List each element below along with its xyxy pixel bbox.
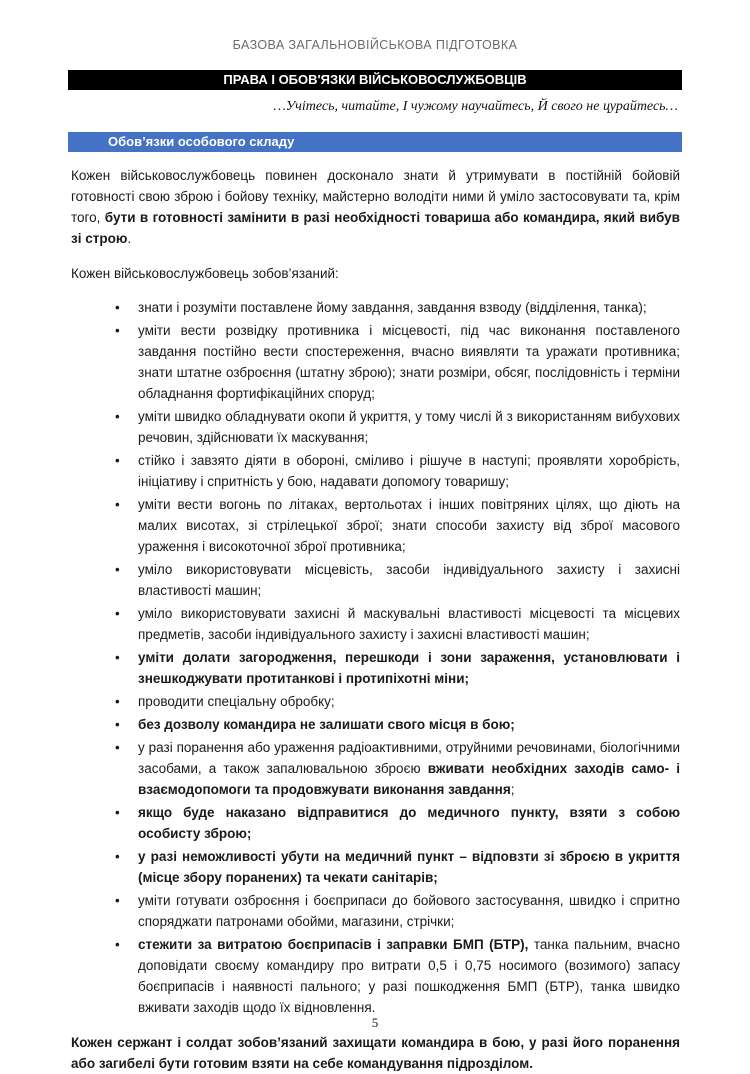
bullet-icon: • xyxy=(115,805,120,820)
duties-list xyxy=(71,297,680,1018)
duty-text: уміти вести розвідку противника і місцевості, під час виконання поставленого завдання постійно вести спостереження, вчасно виявляти та уражати противника; знати штатне озброєння (штатну зброю); знати розміри, обсяг, послідовність і терміни обладнання фортифікаційних споруд; xyxy=(138,323,680,401)
duty-list-item xyxy=(115,494,680,557)
final-paragraph: Кожен сержант і солдат зобов’язаний захищати командира в бою, у разі його поранення або загибелі бути готовим взяти на себе командування підрозділом. xyxy=(71,1035,680,1071)
section-heading-bar xyxy=(68,132,682,152)
duties-lead-paragraph: Кожен військовослужбовець зобов’язаний: xyxy=(71,266,339,281)
bullet-icon: • xyxy=(115,893,120,908)
duty-text: у разі поранення або ураження радіоактивними, отруйними речовинами, біологічними засобами, а також запалювальною зброєю xyxy=(138,740,680,776)
duty-list-item xyxy=(115,559,680,601)
bullet-icon: • xyxy=(115,650,120,665)
duty-bold-text: без дозволу командира не залишати свого місця в бою; xyxy=(138,717,515,732)
duty-list-item xyxy=(115,890,680,932)
page-body xyxy=(71,165,680,1074)
page-number: 5 xyxy=(371,1015,379,1030)
duty-list-item xyxy=(115,647,680,689)
bullet-icon: • xyxy=(115,717,120,732)
intro-bold-text: бути в готовності замінити в разі необхідності товариша або командира, який вибув зі строю xyxy=(71,210,680,246)
duty-text: ; xyxy=(510,782,515,797)
bullet-icon: • xyxy=(115,606,120,621)
bullet-icon: • xyxy=(115,497,120,512)
bullet-icon: • xyxy=(115,323,120,338)
duty-list-item xyxy=(115,603,680,645)
duty-text: уміти готувати озброєння і боєприпаси до бойового застосування, швидко і спритно споряджати патронами обойми, магазини, стрічки; xyxy=(138,893,680,929)
bullet-icon: • xyxy=(115,409,120,424)
duty-bold-text: стежити за витратою боєприпасів і заправки БМП (БТР), xyxy=(138,937,529,952)
duty-bold-text: вживати необхідних заходів само- і взаємодопомоги та продовжувати виконання завдання xyxy=(138,761,680,797)
bullet-icon: • xyxy=(115,694,120,709)
duty-list-item xyxy=(115,320,680,404)
duty-text: уміло використовувати захисні й маскувальні властивості місцевості та місцевих предметів, засоби індивідуального захисту і захисні властивості машин; xyxy=(138,606,680,642)
duty-bold-text: якщо буде наказано відправитися до медичного пункту, взяти з собою особисту зброю; xyxy=(138,805,680,841)
bullet-icon: • xyxy=(115,453,120,468)
intro-text: Кожен військовослужбовець повинен досконало знати й утримувати в постійній бойовій готовності свою зброю і бойову техніку, майстерно володіти ними й уміло застосовувати та, крім того, xyxy=(71,168,680,225)
duty-text: проводити спеціальну обробку; xyxy=(138,694,335,709)
duty-list-item xyxy=(115,934,680,1018)
duty-text: уміти вести вогонь по літаках, вертольотах і інших повітряних цілях, що діють на малих висотах, зі стрілецької зброї; знати способи захисту від зброї масового ураження і високоточної зброї противника; xyxy=(138,497,680,554)
bullet-icon: • xyxy=(115,562,120,577)
intro-tail: . xyxy=(127,231,132,246)
duty-bold-text: у разі неможливості убути на медичний пункт – відповзти зі зброєю в укриття (місце збору поранених) та чекати санітарів; xyxy=(138,849,680,885)
duty-list-item xyxy=(115,691,680,712)
duty-list-item xyxy=(115,714,680,735)
duty-text: знати і розуміти поставлене йому завдання, завдання взводу (відділення, танка); xyxy=(138,300,647,315)
duty-list-item xyxy=(115,846,680,888)
duty-list-item xyxy=(115,406,680,448)
duty-list-item xyxy=(115,450,680,492)
bullet-icon: • xyxy=(115,740,120,755)
duty-text: уміло використовувати місцевість, засоби індивідуального захисту і захисні властивості машин; xyxy=(138,562,680,598)
bullet-icon: • xyxy=(115,937,120,952)
duty-text: стійко і завзято діяти в обороні, сміливо і рішуче в наступі; проявляти хоробрість, ініціативу і спритність у бою, надавати допомогу товаришу; xyxy=(138,453,680,489)
duty-text: танка пальним, вчасно доповідати своєму командиру про витрати 0,5 і 0,75 носимого (возимого) запасу боєприпасів і наявності пального; у разі пошкодження БМП (БТР), танка швидко вживати заходів щодо їх відновлення. xyxy=(138,937,680,1015)
epigraph: …Учітесь, читайте, І чужому научайтесь, Й свого не цурайтесь… xyxy=(273,99,678,114)
section-title: Обов’язки особового складу xyxy=(108,134,295,149)
bullet-icon: • xyxy=(115,300,120,315)
duty-bold-text: уміти долати загородження, перешкоди і зони зараження, установлювати і знешкоджувати протитанкові і протипіхотні міни; xyxy=(138,650,680,686)
duty-text: уміти швидко обладнувати окопи й укриття, у тому числі й з використанням вибухових речовин, здійснювати їх маскування; xyxy=(138,409,680,445)
duty-list-item xyxy=(115,737,680,800)
bullet-icon: • xyxy=(115,849,120,864)
duty-list-item xyxy=(115,802,680,844)
chapter-title: ПРАВА І ОБОВ'ЯЗКИ ВІЙСЬКОВОСЛУЖБОВЦІВ xyxy=(68,70,682,90)
duty-list-item xyxy=(115,297,680,318)
running-header: БАЗОВА ЗАГАЛЬНОВІЙСЬКОВА ПІДГОТОВКА xyxy=(232,38,518,52)
intro-paragraph xyxy=(71,165,680,249)
